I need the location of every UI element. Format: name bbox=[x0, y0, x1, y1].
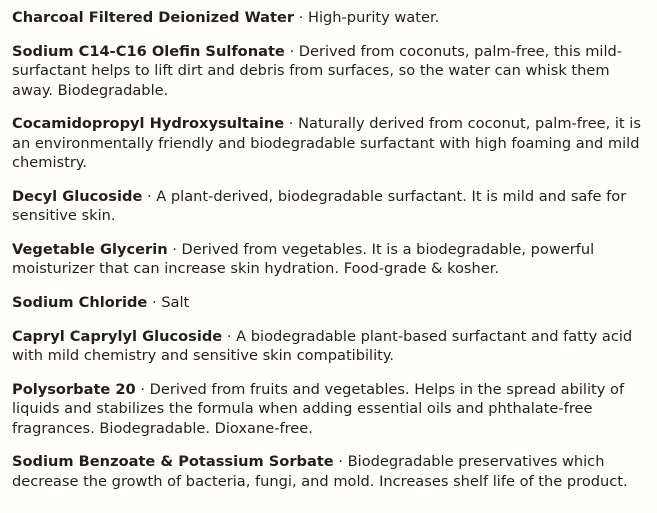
ingredient-description: Derived from fruits and vegetables. Helps in the spread ability of liquids and stabilizes the formula when adding essential oils and phthalate-free fragrances. Biodegradable. Dioxane-free. bbox=[12, 380, 625, 437]
ingredient-separator: · bbox=[298, 9, 304, 26]
ingredient-name: Decyl Glucoside bbox=[12, 187, 143, 205]
ingredient-separator: · bbox=[288, 115, 294, 133]
ingredient-name: Sodium C14-C16 Olefin Sulfonate bbox=[12, 42, 285, 60]
ingredient-description: Derived from coconuts, palm-free, this mild-surfactant helps to lift dirt and debris from surfaces, so the water can whisk them away. Biodegradable. bbox=[12, 42, 623, 99]
ingredient-description: A plant-derived, biodegradable surfactant. It is mild and safe for sensitive skin. bbox=[12, 187, 627, 225]
ingredient-entry bbox=[12, 380, 645, 439]
ingredient-description: Biodegradable preservatives which decrease the growth of bacteria, fungi, and mold. Increases shelf life of the product. bbox=[12, 453, 628, 490]
ingredient-name: Charcoal Filtered Deionized Water bbox=[12, 9, 295, 26]
ingredient-description: Derived from vegetables. It is a biodegradable, powerful moisturizer that can increase skin hydration. Food-grade & kosher. bbox=[12, 240, 595, 278]
ingredient-entry bbox=[12, 293, 645, 313]
ingredient-description: Salt bbox=[161, 294, 190, 312]
ingredient-separator: · bbox=[172, 240, 177, 258]
ingredient-entry bbox=[12, 452, 645, 491]
ingredient-entry bbox=[12, 187, 645, 226]
ingredient-name: Cocamidopropyl Hydroxysultaine bbox=[12, 115, 285, 133]
ingredient-description: High-purity water. bbox=[308, 9, 440, 26]
ingredient-description: Naturally derived from coconut, palm-free, it is an environmentally friendly and biodegradable surfactant with high foaming and mild chemistry. bbox=[12, 115, 641, 172]
ingredient-name: Polysorbate 20 bbox=[12, 380, 136, 398]
ingredient-name: Vegetable Glycerin bbox=[12, 240, 168, 258]
ingredient-entry bbox=[12, 327, 645, 366]
ingredient-name: Sodium Chloride bbox=[12, 294, 148, 312]
ingredient-entry bbox=[12, 42, 645, 101]
ingredient-entry bbox=[12, 8, 645, 28]
ingredient-separator: · bbox=[226, 327, 232, 345]
ingredient-separator: · bbox=[289, 42, 295, 60]
ingredient-entry bbox=[12, 240, 645, 279]
ingredient-name: Sodium Benzoate & Potassium Sorbate bbox=[12, 453, 334, 471]
ingredient-separator: · bbox=[140, 380, 145, 398]
ingredient-separator: · bbox=[338, 453, 343, 471]
ingredient-description: A biodegradable plant-based surfactant and fatty acid with mild chemistry and sensitive skin compatibility. bbox=[12, 327, 633, 365]
ingredient-entry bbox=[12, 114, 645, 173]
ingredient-separator: · bbox=[146, 187, 152, 205]
ingredient-name: Capryl Caprylyl Glucoside bbox=[12, 327, 223, 345]
ingredient-separator: · bbox=[151, 294, 157, 312]
